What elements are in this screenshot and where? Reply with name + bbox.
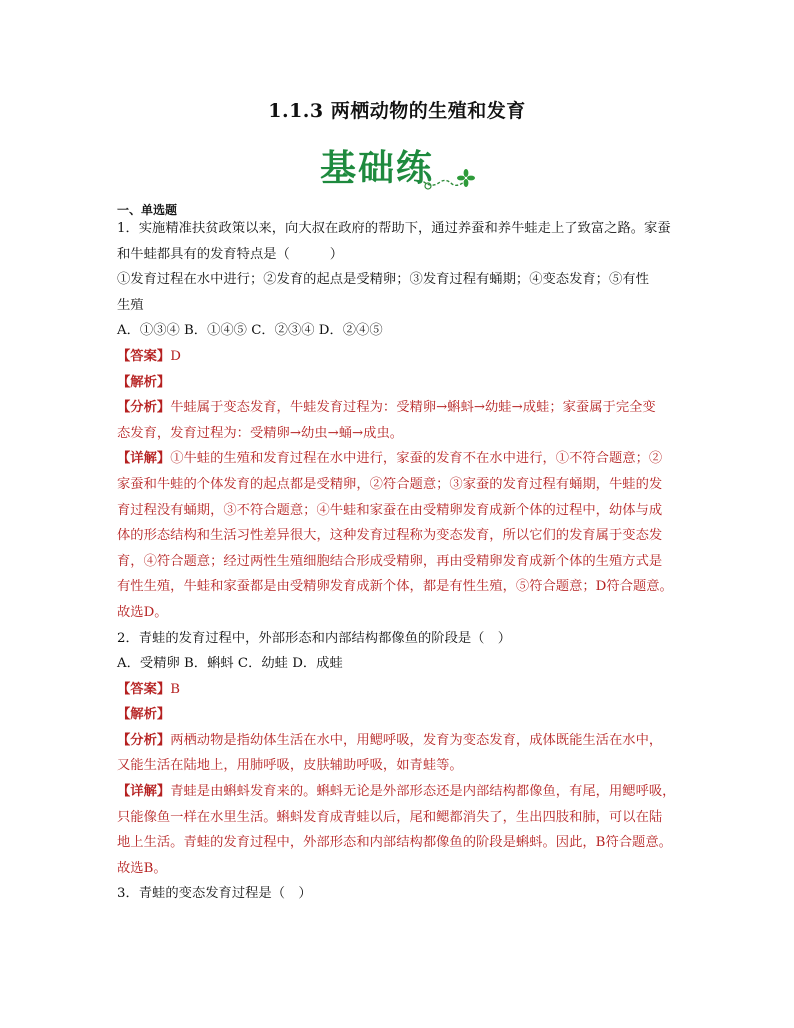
q1-detail-line-4: 体的形态结构和生活习性差异很大，这种发育过程称为变态发育，所以它们的发育属于变态发	[117, 528, 663, 544]
fenxi-text: 两栖动物是指幼体生活在水中，用鳃呼吸，发育为变态发育，成体既能生活在水中，	[170, 732, 663, 748]
analysis-tag: 【解析】	[117, 707, 171, 723]
vine-flower-icon	[416, 160, 476, 192]
q2-answer	[117, 677, 677, 703]
q1-detail-line-6: 有性生殖，牛蛙和家蚕都是由受精卵发育成新个体，都是有性生殖，⑤符合题意；D符合题意。	[117, 579, 673, 595]
banner-text: 基础练	[320, 148, 435, 189]
q2-detail-line-4: 故选B。	[117, 860, 167, 876]
answer-tag: 【答案】	[117, 681, 171, 697]
q1-detail-line-7: 故选D。	[117, 604, 168, 620]
fenxi-text: 牛蛙属于变态发育，牛蛙发育过程为：受精卵→蝌蚪→幼蛙→成蛙；家蚕属于完全变	[170, 400, 656, 416]
q2-options: A．受精卵 B．蝌蚪 C．幼蛙 D．成蛙	[117, 656, 343, 672]
q2-analysis	[117, 702, 677, 728]
q2-stem: 2．青蛙的发育过程中，外部形态和内部结构都像鱼的阶段是（ ）	[117, 630, 512, 646]
q1-stem-line-4: 生殖	[117, 297, 144, 313]
fenxi-tag: 【分析】	[117, 400, 171, 416]
q2-detail-line-3: 地上生活。青蛙的发育过程中，外部形态和内部结构都像鱼的阶段是蝌蚪。因此，B符合题意。	[117, 835, 672, 851]
q1-stem-line-3: ①发育过程在水中进行；②发育的起点是受精卵；③发育过程有蛹期；④变态发育；⑤有性	[117, 272, 649, 288]
q1-stem-line-2: 和牛蛙都具有的发育特点是（ ）	[117, 246, 344, 262]
banner-logo	[320, 140, 480, 192]
answer-value: B	[170, 681, 180, 697]
q1-fenxi-line-2: 态发育，发育过程为：受精卵→幼虫→蛹→成虫。	[117, 425, 404, 441]
q3-stem: 3．青蛙的变态发育过程是（ ）	[117, 886, 312, 902]
q1-detail-line-5: 育，④符合题意；经过两性生殖细胞结合形成受精卵，再由受精卵发育成新个体的生殖方式是	[117, 553, 663, 569]
answer-value: D	[170, 348, 181, 364]
detail-tag: 【详解】	[117, 784, 171, 800]
q2-detail-line-1	[117, 779, 677, 805]
q1-detail-line-1	[117, 446, 677, 472]
q1-analysis	[117, 370, 677, 396]
q1-answer	[117, 344, 677, 370]
detail-text: ①牛蛙的生殖和发育过程在水中进行，家蚕的发育不在水中进行，①不符合题意；②	[170, 451, 663, 467]
analysis-tag: 【解析】	[117, 374, 171, 390]
detail-tag: 【详解】	[117, 451, 171, 467]
q1-fenxi-line-1	[117, 395, 677, 421]
q2-fenxi-line-2: 又能生活在陆地上，用肺呼吸，皮肤辅助呼吸，如青蛙等。	[117, 758, 463, 774]
q1-options: A．①③④ B．①④⑤ C．②③④ D．②④⑤	[117, 323, 383, 339]
q2-fenxi-line-1	[117, 728, 677, 754]
q1-stem-line-1: 1．实施精准扶贫政策以来，向大叔在政府的帮助下，通过养蚕和养牛蛙走上了致富之路。家蚕	[117, 221, 671, 236]
answer-tag: 【答案】	[117, 348, 171, 364]
q1-detail-line-2: 家蚕和牛蛙的个体发育的起点都是受精卵，②符合题意；③家蚕的发育过程有蛹期，牛蛙的发	[117, 476, 663, 492]
detail-text: 青蛙是由蝌蚪发育来的。蝌蚪无论是外部形态还是内部结构都像鱼，有尾，用鳃呼吸，	[170, 784, 676, 800]
fenxi-tag: 【分析】	[117, 732, 171, 748]
q1-detail-line-3: 育过程没有蛹期，③不符合题意；④牛蛙和家蚕在由受精卵发育成新个体的过程中，幼体与成	[117, 502, 663, 518]
q2-detail-line-2: 只能像鱼一样在水里生活。蝌蚪发育成青蛙以后，尾和鳃都消失了，生出四肢和肺，可以在陆	[117, 809, 663, 825]
section-heading: 一、单选题	[117, 203, 178, 217]
question-content	[117, 216, 677, 907]
page-title: 1.1.3 两栖动物的生殖和发育	[268, 100, 526, 122]
